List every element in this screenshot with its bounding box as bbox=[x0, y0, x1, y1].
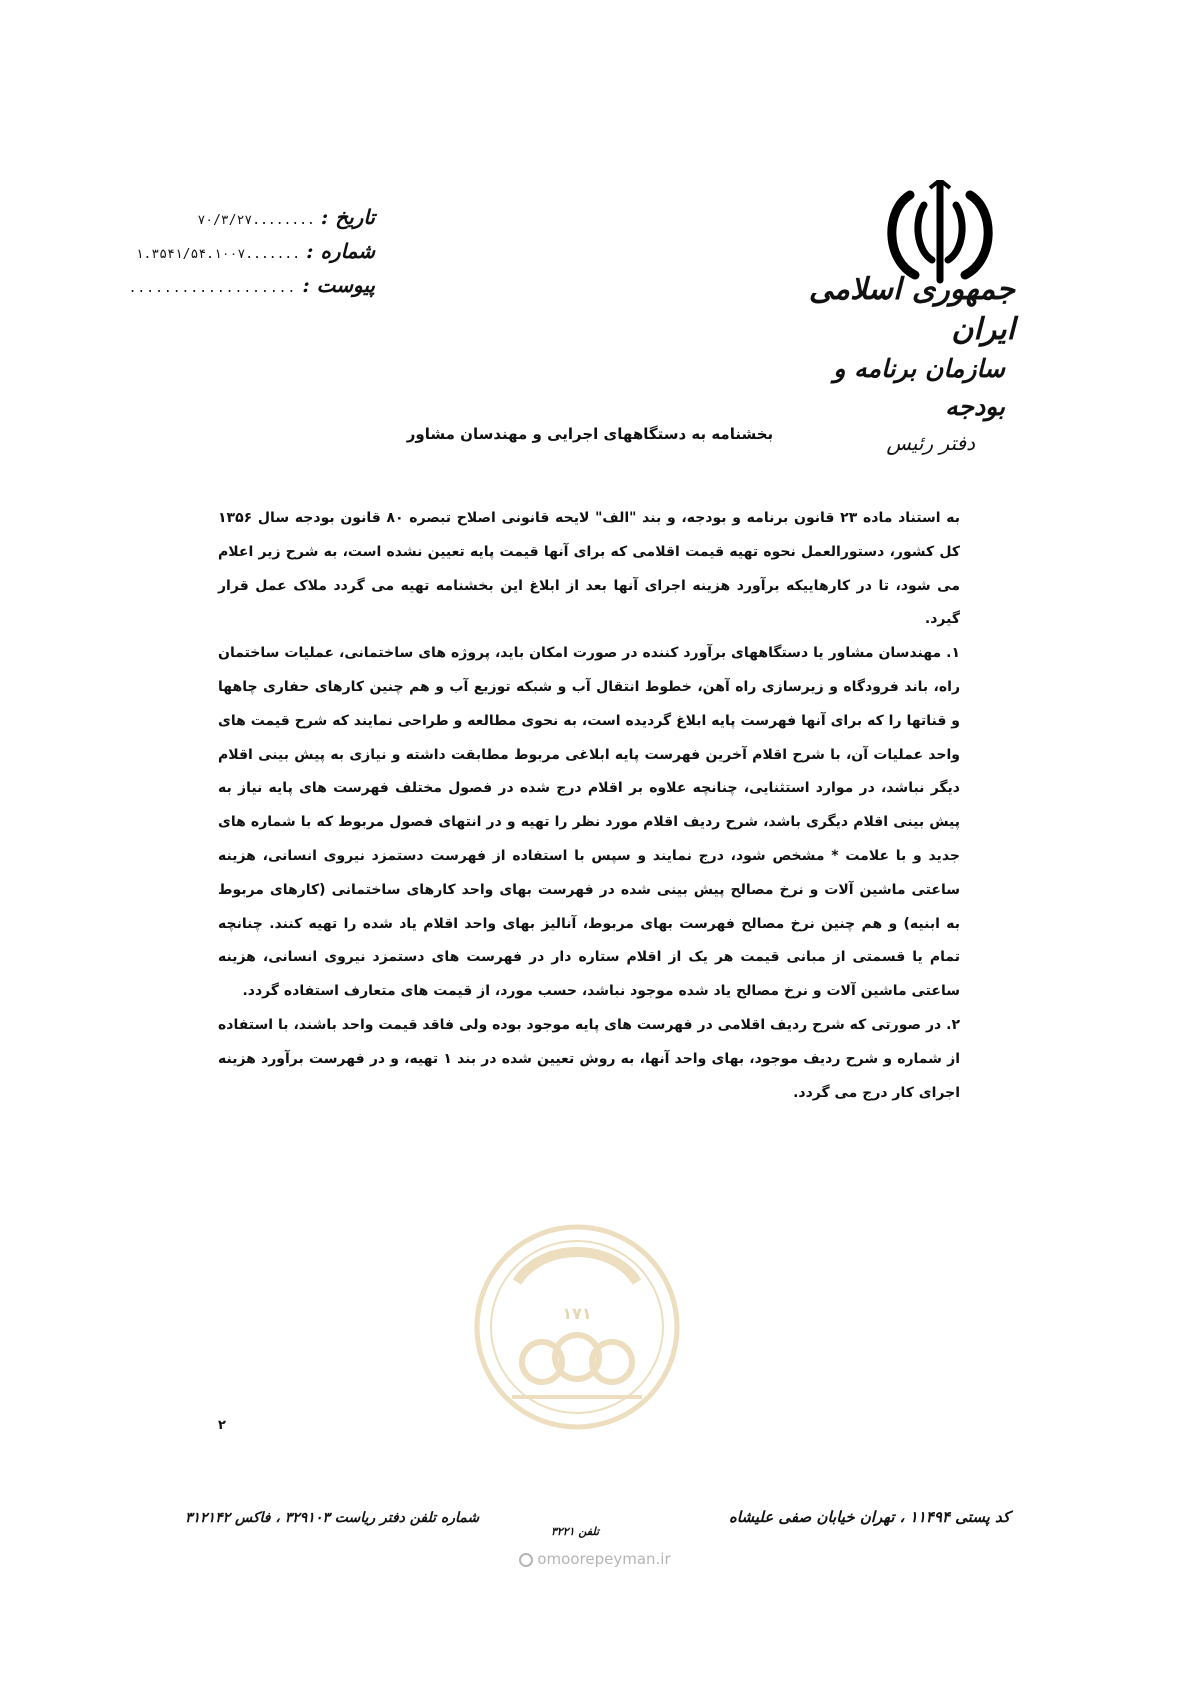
attachment-row bbox=[128, 273, 375, 307]
at-icon bbox=[519, 1553, 533, 1567]
footer-phone: شماره تلفن دفتر ریاست ۳۲۹۱۰۳ ، فاکس ۳۱۲۱۴۲ bbox=[185, 1510, 480, 1526]
body-paragraph: به استناد ماده ۲۳ قانون برنامه و بودجه، و بند "الف" لایحه قانونی اصلاح تبصره ۸۰ قانون بودجه سال ۱۳۵۶ کل کشور، دستورالعمل نحوه تهیه قیمت اقلامی که برای آنها قیمت پایه تعیین نشده است، به شرح زیر اعلام می شود، تا در کارهاییکه برآورد هزینه اجرای آنها بعد از ابلاغ این بخشنامه تهیه می گردد ملاک عمل قرار گیرد. bbox=[218, 510, 961, 628]
footer-address: کد پستی ۱۱۴۹۴ ، تهران خیابان صفی علیشاه bbox=[728, 1508, 1010, 1526]
attachment-label: پیوست : bbox=[302, 273, 375, 297]
margin-mark: ۲ bbox=[218, 1418, 226, 1433]
letter-title: بخشنامه به دستگاههای اجرایی و مهندسان مشاور bbox=[406, 425, 774, 443]
date-label: تاریخ : bbox=[320, 205, 375, 229]
office-name: دفتر رئیس bbox=[886, 431, 975, 455]
official-seal bbox=[472, 1222, 682, 1432]
body-paragraph: ۱. مهندسان مشاور یا دستگاههای برآورد کننده در صورت امکان باید، پروژه های ساختمانی، عملیات ساختمان راه، باند فرودگاه و زیرسازی راه آهن، خطوط انتقال آب و شبکه توزیع آب و هم چنین کارهای حفاری چاهها و قناتها را که برای آنها فهرست پایه ابلاغ گردیده است، به نحوی مطالعه و طراحی نمایند که شرح قیمت های واحد عملیات آن، با شرح اقلام آخرین فهرست پایه ابلاغی مربوط مطابقت داشته و نیازی به پیش بینی اقلام دیگر نباشد، در موارد استثنایی، چنانچه علاوه بر اقلام درج شده در فصول مختلف فهرست های پایه نیاز به پیش بینی اقلام دیگری باشد، شرح ردیف اقلام مورد نظر را تهیه و در انتهای فصول مربوط که با شماره های جدید و با علامت * مشخص شود، درج نمایند و سپس با استفاده از فهرست دستمزد نیروی انسانی، هزینه ساعتی ماشین آلات و نرخ مصالح پیش بینی شده در فهرست بهای واحد کارهای ساختمانی (کارهای مربوط به ابنیه) و هم چنین نرخ مصالح فهرست بهای مربوط، آنالیز بهای واحد اقلام یاد شده را تهیه کنند. چنانچه تمام یا قسمتی از مبانی قیمت هر یک از اقلام ستاره دار در فهرست های دستمزد نیروی انسانی، هزینه ساعتی ماشین آلات و نرخ مصالح یاد شده موجود نباشد، حسب مورد، از قیمت های متعارف استفاده گردد. bbox=[218, 645, 960, 1000]
seal-icon bbox=[472, 1222, 682, 1432]
number-row bbox=[135, 239, 375, 273]
number-label: شماره : bbox=[306, 239, 375, 263]
watermark bbox=[0, 1550, 1190, 1568]
footer-center: تلفن ۳۲۲۱ bbox=[550, 1525, 600, 1538]
seal-number: ۱۷۱ bbox=[562, 1304, 592, 1323]
date-row bbox=[145, 205, 375, 239]
number-value: ۱.۳۵۴۱/۵۴.۱۰۰۷....... bbox=[135, 247, 301, 262]
attachment-value: ................... bbox=[128, 281, 297, 296]
organization-name: سازمان برنامه و بودجه bbox=[833, 354, 1005, 421]
watermark-text: omoorepeyman.ir bbox=[537, 1550, 671, 1568]
body-paragraph: ۲. در صورتی که شرح ردیف اقلامی در فهرست های پایه موجود بوده ولی فاقد قیمت واحد باشند، با استفاده از شماره و شرح ردیف موجود، بهای واحد آنها، به روش تعیین شده در بند ۱ تهیه، و در فهرست برآورد هزینه اجرای کار درج می گردد. bbox=[218, 1016, 960, 1101]
letter-body bbox=[218, 502, 960, 1110]
country-name: جمهوری اسلامی ایران bbox=[808, 272, 1015, 347]
date-value: ۷۰/۳/۲۷........ bbox=[197, 213, 315, 228]
letter-meta bbox=[128, 205, 375, 307]
